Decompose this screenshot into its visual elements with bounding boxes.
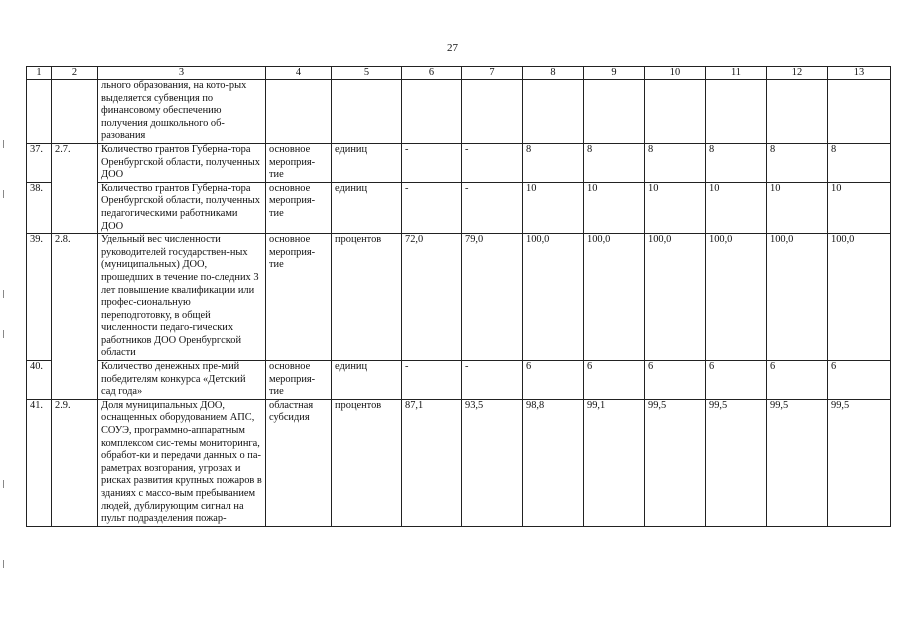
row-number <box>27 80 52 144</box>
column-header: 6 <box>402 67 462 80</box>
value-cell: 8 <box>584 143 645 182</box>
value-cell: 6 <box>584 361 645 400</box>
value-cell: 99,5 <box>828 399 891 526</box>
value-cell <box>523 80 584 144</box>
value-cell: 6 <box>706 361 767 400</box>
table-row <box>27 399 891 526</box>
value-cell: 72,0 <box>402 234 462 361</box>
column-header: 5 <box>332 67 402 80</box>
value-cell: 6 <box>645 361 706 400</box>
section-number: 2.7. <box>52 143 98 233</box>
indicator-name: льного образования, на кото-рых выделяется субвенция по финансовому обеспечению получения дошкольного об-разования <box>98 80 266 144</box>
value-cell: 8 <box>767 143 828 182</box>
unit: процентов <box>332 234 402 361</box>
value-cell: 8 <box>645 143 706 182</box>
column-header: 4 <box>266 67 332 80</box>
value-cell: 10 <box>645 182 706 233</box>
column-header: 1 <box>27 67 52 80</box>
value-cell <box>828 80 891 144</box>
value-cell: - <box>462 143 523 182</box>
funding-type <box>266 80 332 144</box>
value-cell <box>645 80 706 144</box>
table-row <box>27 143 891 182</box>
value-cell: 98,8 <box>523 399 584 526</box>
funding-type: основное мероприя-тие <box>266 234 332 361</box>
indicators-table <box>26 66 891 527</box>
page-number: 27 <box>447 42 458 54</box>
unit: единиц <box>332 182 402 233</box>
value-cell: 100,0 <box>828 234 891 361</box>
value-cell: 10 <box>706 182 767 233</box>
value-cell: 6 <box>767 361 828 400</box>
value-cell: 10 <box>523 182 584 233</box>
indicator-name: Количество грантов Губерна-тора Оренбургской области, полученных ДОО <box>98 143 266 182</box>
column-header: 8 <box>523 67 584 80</box>
indicator-name: Количество денежных пре-мий победителям конкурса «Детский сад года» <box>98 361 266 400</box>
funding-type: основное мероприя-тие <box>266 143 332 182</box>
value-cell: 99,5 <box>767 399 828 526</box>
row-number: 39. <box>27 234 52 361</box>
unit: единиц <box>332 361 402 400</box>
indicator-name: Удельный вес численности руководителей государствен-ных (муниципальных) ДОО, прошедших в течение по-следних 3 лет повышение квалификации или профес-сиональную переподготовку, в общей численности педаго-гических работников ДОО Оренбургской области <box>98 234 266 361</box>
column-header-row <box>27 67 891 80</box>
indicator-name: Доля муниципальных ДОО, оснащенных оборудованием АПС, СОУЭ, программно-аппаратным комплексом сис-темы мониторинга, обработ-ки и передачи данных о па-раметрах возгорания, угрозах и рисках развития крупных пожаров в зданиях с массо-вым пребыванием людей, дублирующим сигнал на пульт подразделения пожар- <box>98 399 266 526</box>
value-cell <box>584 80 645 144</box>
value-cell: 99,5 <box>645 399 706 526</box>
margin-marks <box>3 0 9 640</box>
value-cell: - <box>402 361 462 400</box>
unit: единиц <box>332 143 402 182</box>
column-header: 12 <box>767 67 828 80</box>
value-cell: 10 <box>828 182 891 233</box>
section-number: 2.9. <box>52 399 98 526</box>
row-number: 37. <box>27 143 52 182</box>
value-cell: 93,5 <box>462 399 523 526</box>
table-row <box>27 182 891 233</box>
indicator-name: Количество грантов Губерна-тора Оренбургской области, полученных педагогическими работниками ДОО <box>98 182 266 233</box>
column-header: 11 <box>706 67 767 80</box>
value-cell: 10 <box>584 182 645 233</box>
value-cell: 99,1 <box>584 399 645 526</box>
value-cell: 8 <box>828 143 891 182</box>
value-cell: 100,0 <box>523 234 584 361</box>
section-number <box>52 80 98 144</box>
table-row <box>27 80 891 144</box>
value-cell: - <box>462 182 523 233</box>
column-header: 13 <box>828 67 891 80</box>
value-cell <box>767 80 828 144</box>
column-header: 9 <box>584 67 645 80</box>
value-cell: 6 <box>523 361 584 400</box>
row-number: 40. <box>27 361 52 400</box>
row-number: 38. <box>27 182 52 233</box>
section-number: 2.8. <box>52 234 98 400</box>
unit <box>332 80 402 144</box>
value-cell: 87,1 <box>402 399 462 526</box>
value-cell: 99,5 <box>706 399 767 526</box>
column-header: 10 <box>645 67 706 80</box>
table-row <box>27 234 891 361</box>
table-row <box>27 361 891 400</box>
value-cell: 100,0 <box>645 234 706 361</box>
value-cell: 79,0 <box>462 234 523 361</box>
row-number: 41. <box>27 399 52 526</box>
funding-type: основное мероприя-тие <box>266 361 332 400</box>
value-cell: - <box>402 143 462 182</box>
value-cell: - <box>462 361 523 400</box>
value-cell <box>706 80 767 144</box>
value-cell: 100,0 <box>706 234 767 361</box>
value-cell: 8 <box>523 143 584 182</box>
value-cell <box>462 80 523 144</box>
unit: процентов <box>332 399 402 526</box>
column-header: 7 <box>462 67 523 80</box>
funding-type: основное мероприя-тие <box>266 182 332 233</box>
column-header: 3 <box>98 67 266 80</box>
value-cell: - <box>402 182 462 233</box>
value-cell: 8 <box>706 143 767 182</box>
value-cell: 100,0 <box>767 234 828 361</box>
value-cell: 100,0 <box>584 234 645 361</box>
value-cell: 6 <box>828 361 891 400</box>
value-cell <box>402 80 462 144</box>
value-cell: 10 <box>767 182 828 233</box>
funding-type: областная субсидия <box>266 399 332 526</box>
column-header: 2 <box>52 67 98 80</box>
